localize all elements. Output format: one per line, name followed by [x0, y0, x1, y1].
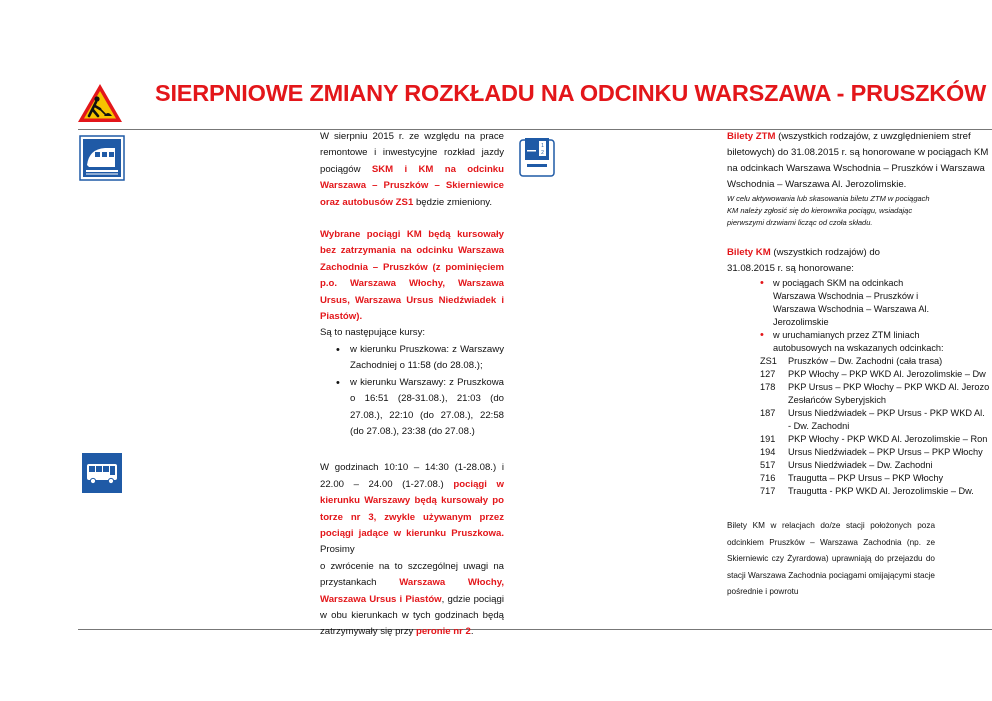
km-list — [727, 277, 947, 355]
svg-text:1: 1 — [541, 143, 544, 149]
express-trains-paragraph: Wybrane pociągi KM będą kursowały bez zatrzymania na odcinku Warszawa Zachodnia – Pruszków (z pominięciem p.o. Warszawa Włochy, Warszawa Ursus, Warszawa Ursus Niedźwiadek i Piastów). — [320, 229, 504, 323]
table-row: 717 Traugutta - PKP WKD Al. Jerozolimskie – Dw. — [760, 486, 974, 496]
list-item: • w kierunku Warszawy: z Pruszkowa o 16:51 (28-31.08.), 21:03 (do 27.08.), 22:10 (do 27.08.), 22:58 (do 27.08.), 23:38 (do 27.08.) — [350, 375, 504, 441]
courses-list — [320, 342, 504, 440]
table-row: 187 Ursus Niedźwiadek – PKP Ursus - PKP WKD Al. — [760, 408, 985, 418]
roadworks-warning-icon — [76, 82, 124, 124]
right-column — [727, 129, 992, 601]
platform-paragraph: o zwrócenie na to szczególnej uwagi na przystankach Warszawa Włochy, Warszawa Ursus i Piastów, gdzie pociągi w obu kierunkach w tych godzinach będą zatrzymywały się przy peronie nr 2. — [320, 560, 504, 638]
table-row: 716 Traugutta – PKP Ursus – PKP Włochy — [760, 473, 944, 483]
table-row: 517 Ursus Niedźwiadek – Dw. Zachodni — [760, 460, 933, 470]
intro-paragraph: W sierpniu 2015 r. ze względu na prace remontowe i inwestycyjne rozkład jazdy pociągów SKM i KM na odcinku Warszawa – Pruszków – Skierniewice oraz autobusów ZS1 będzie zmieniony. — [320, 131, 504, 208]
svg-text:2: 2 — [541, 150, 544, 156]
middle-column — [320, 129, 504, 641]
list-item: • w uruchamianych przez ZTM liniach autobusowych na wskazanych odcinkach: — [727, 329, 947, 355]
table-row: 191 PKP Włochy - PKP WKD Al. Jerozolimskie – Ron — [760, 434, 988, 444]
track-change-paragraph: W godzinach 10:10 – 14:30 (1-28.08.) i 22.00 – 24.00 (1-27.08.) pociągi w kierunku Warszawy będą kursowały po torze nr 3, zwykle używanym przez pociągi jadące w kierunku Pruszkowa. Prosimy — [320, 462, 504, 556]
km-relations-paragraph: Bilety KM w relacjach do/ze stacji położonych poza odcinkiem Pruszków – Warszawa Zachodnia (np. ze Skierniewic czy Żyrardowa) uprawniają do przejazdu do stacji Warszawa Zachodnia pociągami omijającymi stacje pośrednie i powrotu — [727, 521, 935, 597]
bus-icon — [81, 452, 123, 494]
courses-label: Są to następujące kursy: — [320, 327, 426, 339]
table-row: ZS1 Pruszków – Dw. Zachodni (cała trasa) — [760, 356, 943, 366]
page-title: SIERPNIOWE ZMIANY ROZKŁADU NA ODCINKU WARSZAWA - PRUSZKÓW — [155, 80, 987, 106]
km-tickets-paragraph: Bilety KM (wszystkich rodzajów) do 31.08.2015 r. są honorowane: — [727, 247, 881, 274]
bus-routes-table — [760, 355, 992, 498]
table-row: - Dw. Zachodni — [788, 421, 850, 431]
ticket-validator-icon — [518, 136, 556, 178]
list-item: • w kierunku Pruszkowa: z Warszawy Zachodniej o 11:58 (do 28.08.); — [350, 342, 504, 375]
table-row: Zesłańców Syberyjskich — [788, 395, 887, 405]
list-item: • w pociągach SKM na odcinkach Warszawa Wschodnia – Pruszków i Warszawa Wschodnia – Warszawa Al. Jerozolimskie — [727, 277, 947, 329]
table-row: 178 PKP Ursus – PKP Włochy – PKP WKD Al. Jerozo — [760, 382, 990, 392]
train-icon — [79, 135, 125, 181]
bottom-divider — [78, 629, 992, 630]
ztm-tickets-paragraph: Bilety ZTM (wszystkich rodzajów, z uwzględnieniem stref biletowych) do 31.08.2015 r. są honorowane w pociągach KM na odcinkach Warszawa Wschodnia – Pruszków i Warszawa Wschodnia – Warszawa Al. Jerozolimskie. — [727, 131, 989, 190]
table-row: 127 PKP Włochy – PKP WKD Al. Jerozolimskie – Dw — [760, 369, 986, 379]
ztm-note: W celu aktywowania lub skasowania biletu ZTM w pociągach KM należy zgłosić się do kierownika pociągu, wsiadając pierwszymi drzwiami licząc od czoła składu. — [727, 194, 930, 227]
table-row: 194 Ursus Niedźwiadek – PKP Ursus – PKP Włochy — [760, 447, 983, 457]
